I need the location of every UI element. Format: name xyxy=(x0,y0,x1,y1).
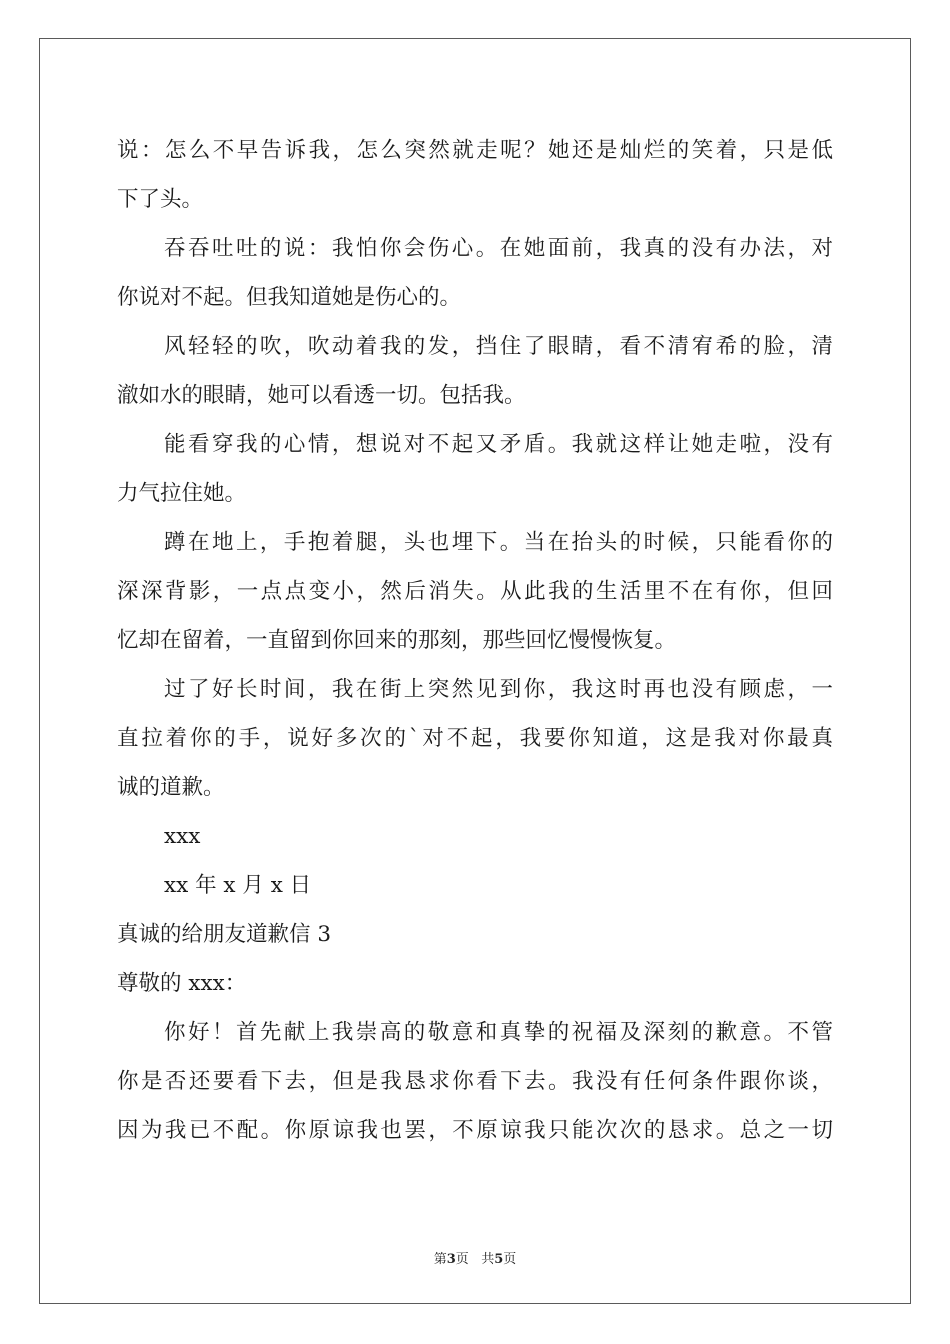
text-line: 诚的道歉。 xyxy=(117,775,225,800)
text-line: 力气拉住她。 xyxy=(117,481,247,506)
text-line: 深深背影，一点点变小，然后消失。从此我的生活里不在有你，但回 xyxy=(117,579,833,604)
text-line: 说：怎么不早告诉我，怎么突然就走呢？她还是灿烂的笑着，只是低 xyxy=(117,138,833,163)
salutation: 尊敬的 xxx： xyxy=(117,971,247,996)
text-line: 澈如水的眼睛，她可以看透一切。包括我。 xyxy=(117,383,526,408)
text-line: 忆却在留着，一直留到你回来的那刻，那些回忆慢慢恢复。 xyxy=(117,628,677,653)
text-line: 你是否还要看下去，但是我恳求你看下去。我没有任何条件跟你谈， xyxy=(117,1069,833,1094)
page-prefix: 第 xyxy=(433,1252,447,1267)
text-line: 你好！首先献上我崇高的敬意和真挚的祝福及深刻的歉意。不管 xyxy=(164,1020,833,1045)
signature-name: xxx xyxy=(164,824,201,849)
page-current: 3 xyxy=(446,1252,456,1267)
page-footer xyxy=(0,1248,950,1267)
total-prefix: 共 xyxy=(481,1252,495,1267)
text-line: 能看穿我的心情，想说对不起又矛盾。我就这样让她走啦，没有 xyxy=(164,432,833,457)
section-title: 真诚的给朋友道歉信 3 xyxy=(117,922,332,947)
text-line: 过了好长时间，我在街上突然见到你，我这时再也没有顾虑，一 xyxy=(164,677,833,702)
total-suffix: 页 xyxy=(503,1252,517,1267)
text-line: 因为我已不配。你原谅我也罢，不原谅我只能次次的恳求。总之一切 xyxy=(117,1118,833,1143)
text-line: 吞吞吐吐的说：我怕你会伤心。在她面前，我真的没有办法，对 xyxy=(164,236,833,261)
text-line: 下了头。 xyxy=(117,187,204,212)
text-line: 蹲在地上，手抱着腿，头也埋下。当在抬头的时候，只能看你的 xyxy=(164,530,833,555)
document-body xyxy=(117,126,833,1155)
text-line: 风轻轻的吹，吹动着我的发，挡住了眼睛，看不清宥希的脸，清 xyxy=(164,334,833,359)
page-suffix: 页 xyxy=(455,1252,469,1267)
text-line: 直拉着你的手，说好多次的`对不起，我要你知道，这是我对你最真 xyxy=(117,726,833,751)
signature-date: xx 年 x 月 x 日 xyxy=(164,873,312,898)
text-line: 你说对不起。但我知道她是伤心的。 xyxy=(117,285,462,310)
page-total: 5 xyxy=(494,1252,504,1267)
